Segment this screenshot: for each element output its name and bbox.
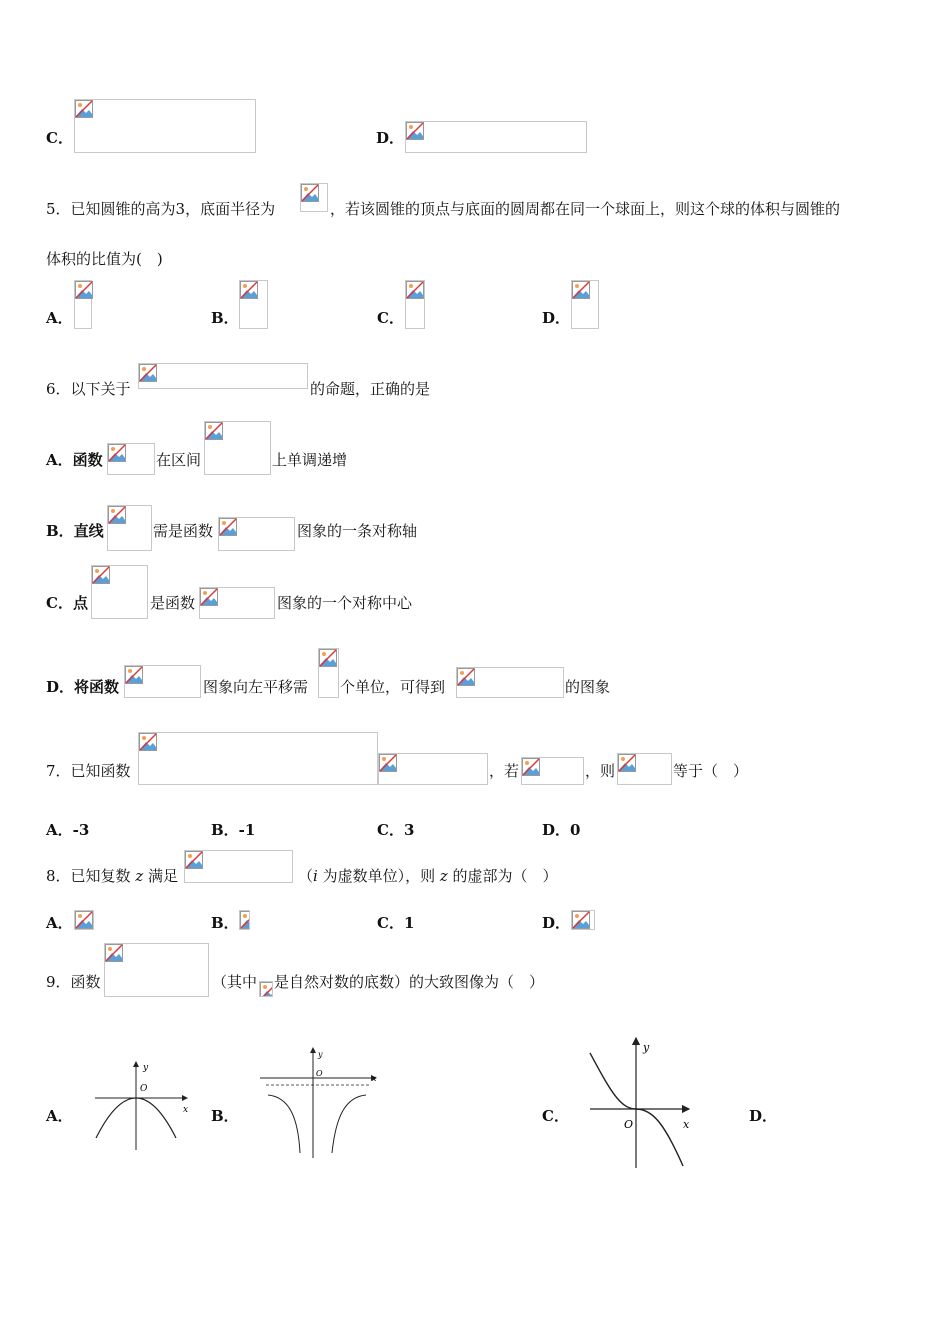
x-axis-label: x xyxy=(183,1105,189,1115)
q5-option-c-label: C． xyxy=(377,309,404,327)
formula-image xyxy=(571,910,595,930)
q8-option-a-label: A． xyxy=(46,914,73,932)
formula-image xyxy=(74,910,94,930)
formula-image xyxy=(405,121,587,153)
formula-image xyxy=(239,280,268,329)
origin-label: O xyxy=(316,1069,323,1078)
formula-image xyxy=(617,753,672,785)
q7-stem-pre: 7．已知函数 xyxy=(46,762,131,780)
broken-image-icon xyxy=(240,281,258,299)
q7-stem-post: 等于（ ） xyxy=(673,762,749,780)
broken-image-icon xyxy=(108,444,126,462)
formula-image xyxy=(456,667,564,698)
formula-image xyxy=(74,280,92,329)
q5-stem-line2: 体积的比值为( ) xyxy=(46,250,163,268)
q8-option-c: C．1 xyxy=(377,914,415,932)
q5-option-b-label: B． xyxy=(211,309,239,327)
formula-image xyxy=(239,910,250,930)
q6-stem-pre: 6．以下关于 xyxy=(46,380,131,398)
q6-option-a-post: 上单调递增 xyxy=(272,451,348,469)
origin-label: O xyxy=(624,1118,634,1131)
q9-option-d-label: D． xyxy=(749,1107,778,1125)
q9-option-a-label: A． xyxy=(46,1107,73,1125)
q8-option-b-label: B． xyxy=(211,914,239,932)
formula-image xyxy=(571,280,599,329)
formula-image xyxy=(138,732,378,785)
formula-image xyxy=(199,587,275,619)
q6-option-a-pre: A．函数 xyxy=(46,451,103,469)
formula-image xyxy=(204,421,271,475)
formula-image xyxy=(218,517,295,551)
q9-stem-mid: （其中 xyxy=(212,973,258,991)
q8-stem: 8．已知复数 z 满足 xyxy=(46,867,178,885)
q7-stem-mid2: ，则 xyxy=(585,762,616,780)
graph-c xyxy=(585,1035,695,1170)
formula-image xyxy=(74,99,256,153)
formula-image xyxy=(138,363,308,389)
q6-option-c-mid: 是函数 xyxy=(150,594,196,612)
broken-image-icon xyxy=(205,422,223,440)
broken-image-icon xyxy=(240,911,250,929)
q6-option-d-pre: D．将函数 xyxy=(46,678,120,696)
broken-image-icon xyxy=(319,649,337,667)
formula-image xyxy=(300,183,328,212)
q6-option-d-mid1: 图象向左平移需 xyxy=(203,678,309,696)
q5-option-d-label: D． xyxy=(542,309,571,327)
broken-image-icon xyxy=(139,364,157,382)
q7-option-c: C．3 xyxy=(377,821,415,839)
broken-image-icon xyxy=(108,506,126,524)
origin-label: O xyxy=(140,1084,148,1094)
broken-image-icon xyxy=(75,281,93,299)
q6-option-c-pre: C．点 xyxy=(46,594,88,612)
broken-image-icon xyxy=(572,281,590,299)
broken-image-icon xyxy=(105,944,123,962)
formula-image xyxy=(124,665,201,698)
broken-image-icon xyxy=(618,754,636,772)
formula-image xyxy=(521,757,584,785)
broken-image-icon xyxy=(572,911,590,929)
broken-image-icon xyxy=(301,184,319,202)
broken-image-icon xyxy=(522,758,540,776)
broken-image-icon xyxy=(406,122,424,140)
broken-image-icon xyxy=(139,733,157,751)
x-axis-label: x xyxy=(683,1118,690,1131)
q6-option-b-pre: B．直线 xyxy=(46,522,104,540)
broken-image-icon xyxy=(457,668,475,686)
y-axis-label: y xyxy=(318,1050,323,1059)
q7-option-a: A．-3 xyxy=(46,821,90,839)
x-axis-label: x xyxy=(372,1074,377,1083)
q6-option-a-mid: 在区间 xyxy=(156,451,202,469)
q4-option-d-label: D． xyxy=(376,129,405,147)
broken-image-icon xyxy=(75,911,93,929)
q6-option-b-mid: 需是函数 xyxy=(153,522,214,540)
formula-image xyxy=(259,981,273,997)
broken-image-icon xyxy=(92,566,110,584)
q7-option-b: B．-1 xyxy=(211,821,256,839)
broken-image-icon xyxy=(260,982,273,997)
q7-option-d: D．0 xyxy=(542,821,581,839)
q7-stem-mid1: ，若 xyxy=(489,762,520,780)
formula-image xyxy=(184,850,293,883)
q5-stem-pre: 5．已知圆锥的高为3，底面半径为 xyxy=(46,200,276,218)
q5-option-a-label: A． xyxy=(46,309,73,327)
graph-b xyxy=(258,1045,384,1160)
broken-image-icon xyxy=(75,100,93,118)
formula-image xyxy=(405,280,425,329)
formula-image xyxy=(378,753,488,785)
formula-image xyxy=(107,505,152,551)
q9-stem-post: 是自然对数的底数）的大致图像为（ ） xyxy=(274,973,545,991)
q9-stem-pre: 9．函数 xyxy=(46,973,101,991)
graph-a xyxy=(90,1058,195,1152)
formula-image xyxy=(107,443,155,475)
q9-option-c-label: C． xyxy=(542,1107,569,1125)
y-axis-label: y xyxy=(143,1063,149,1073)
broken-image-icon xyxy=(200,588,218,606)
broken-image-icon xyxy=(379,754,397,772)
broken-image-icon xyxy=(185,851,203,869)
q8-stem-post: （i 为虚数单位），则 z 的虚部为（ ） xyxy=(298,867,558,885)
formula-image xyxy=(318,648,339,698)
q4-option-c-label: C． xyxy=(46,129,73,147)
q9-option-b-label: B． xyxy=(211,1107,239,1125)
q6-option-d-post: 的图象 xyxy=(565,678,611,696)
formula-image xyxy=(104,943,209,997)
broken-image-icon xyxy=(219,518,237,536)
q8-option-d-label: D． xyxy=(542,914,571,932)
y-axis-label: y xyxy=(643,1041,650,1054)
q6-option-b-post: 图象的一条对称轴 xyxy=(297,522,418,540)
q6-option-d-mid2: 个单位，可得到 xyxy=(340,678,446,696)
q6-stem-post: 的命题，正确的是 xyxy=(310,380,431,398)
broken-image-icon xyxy=(125,666,143,684)
q6-option-c-post: 图象的一个对称中心 xyxy=(277,594,413,612)
formula-image xyxy=(91,565,148,619)
q5-stem-post: ，若该圆锥的顶点与底面的圆周都在同一个球面上，则这个球的体积与圆锥的 xyxy=(330,200,841,218)
broken-image-icon xyxy=(406,281,424,299)
